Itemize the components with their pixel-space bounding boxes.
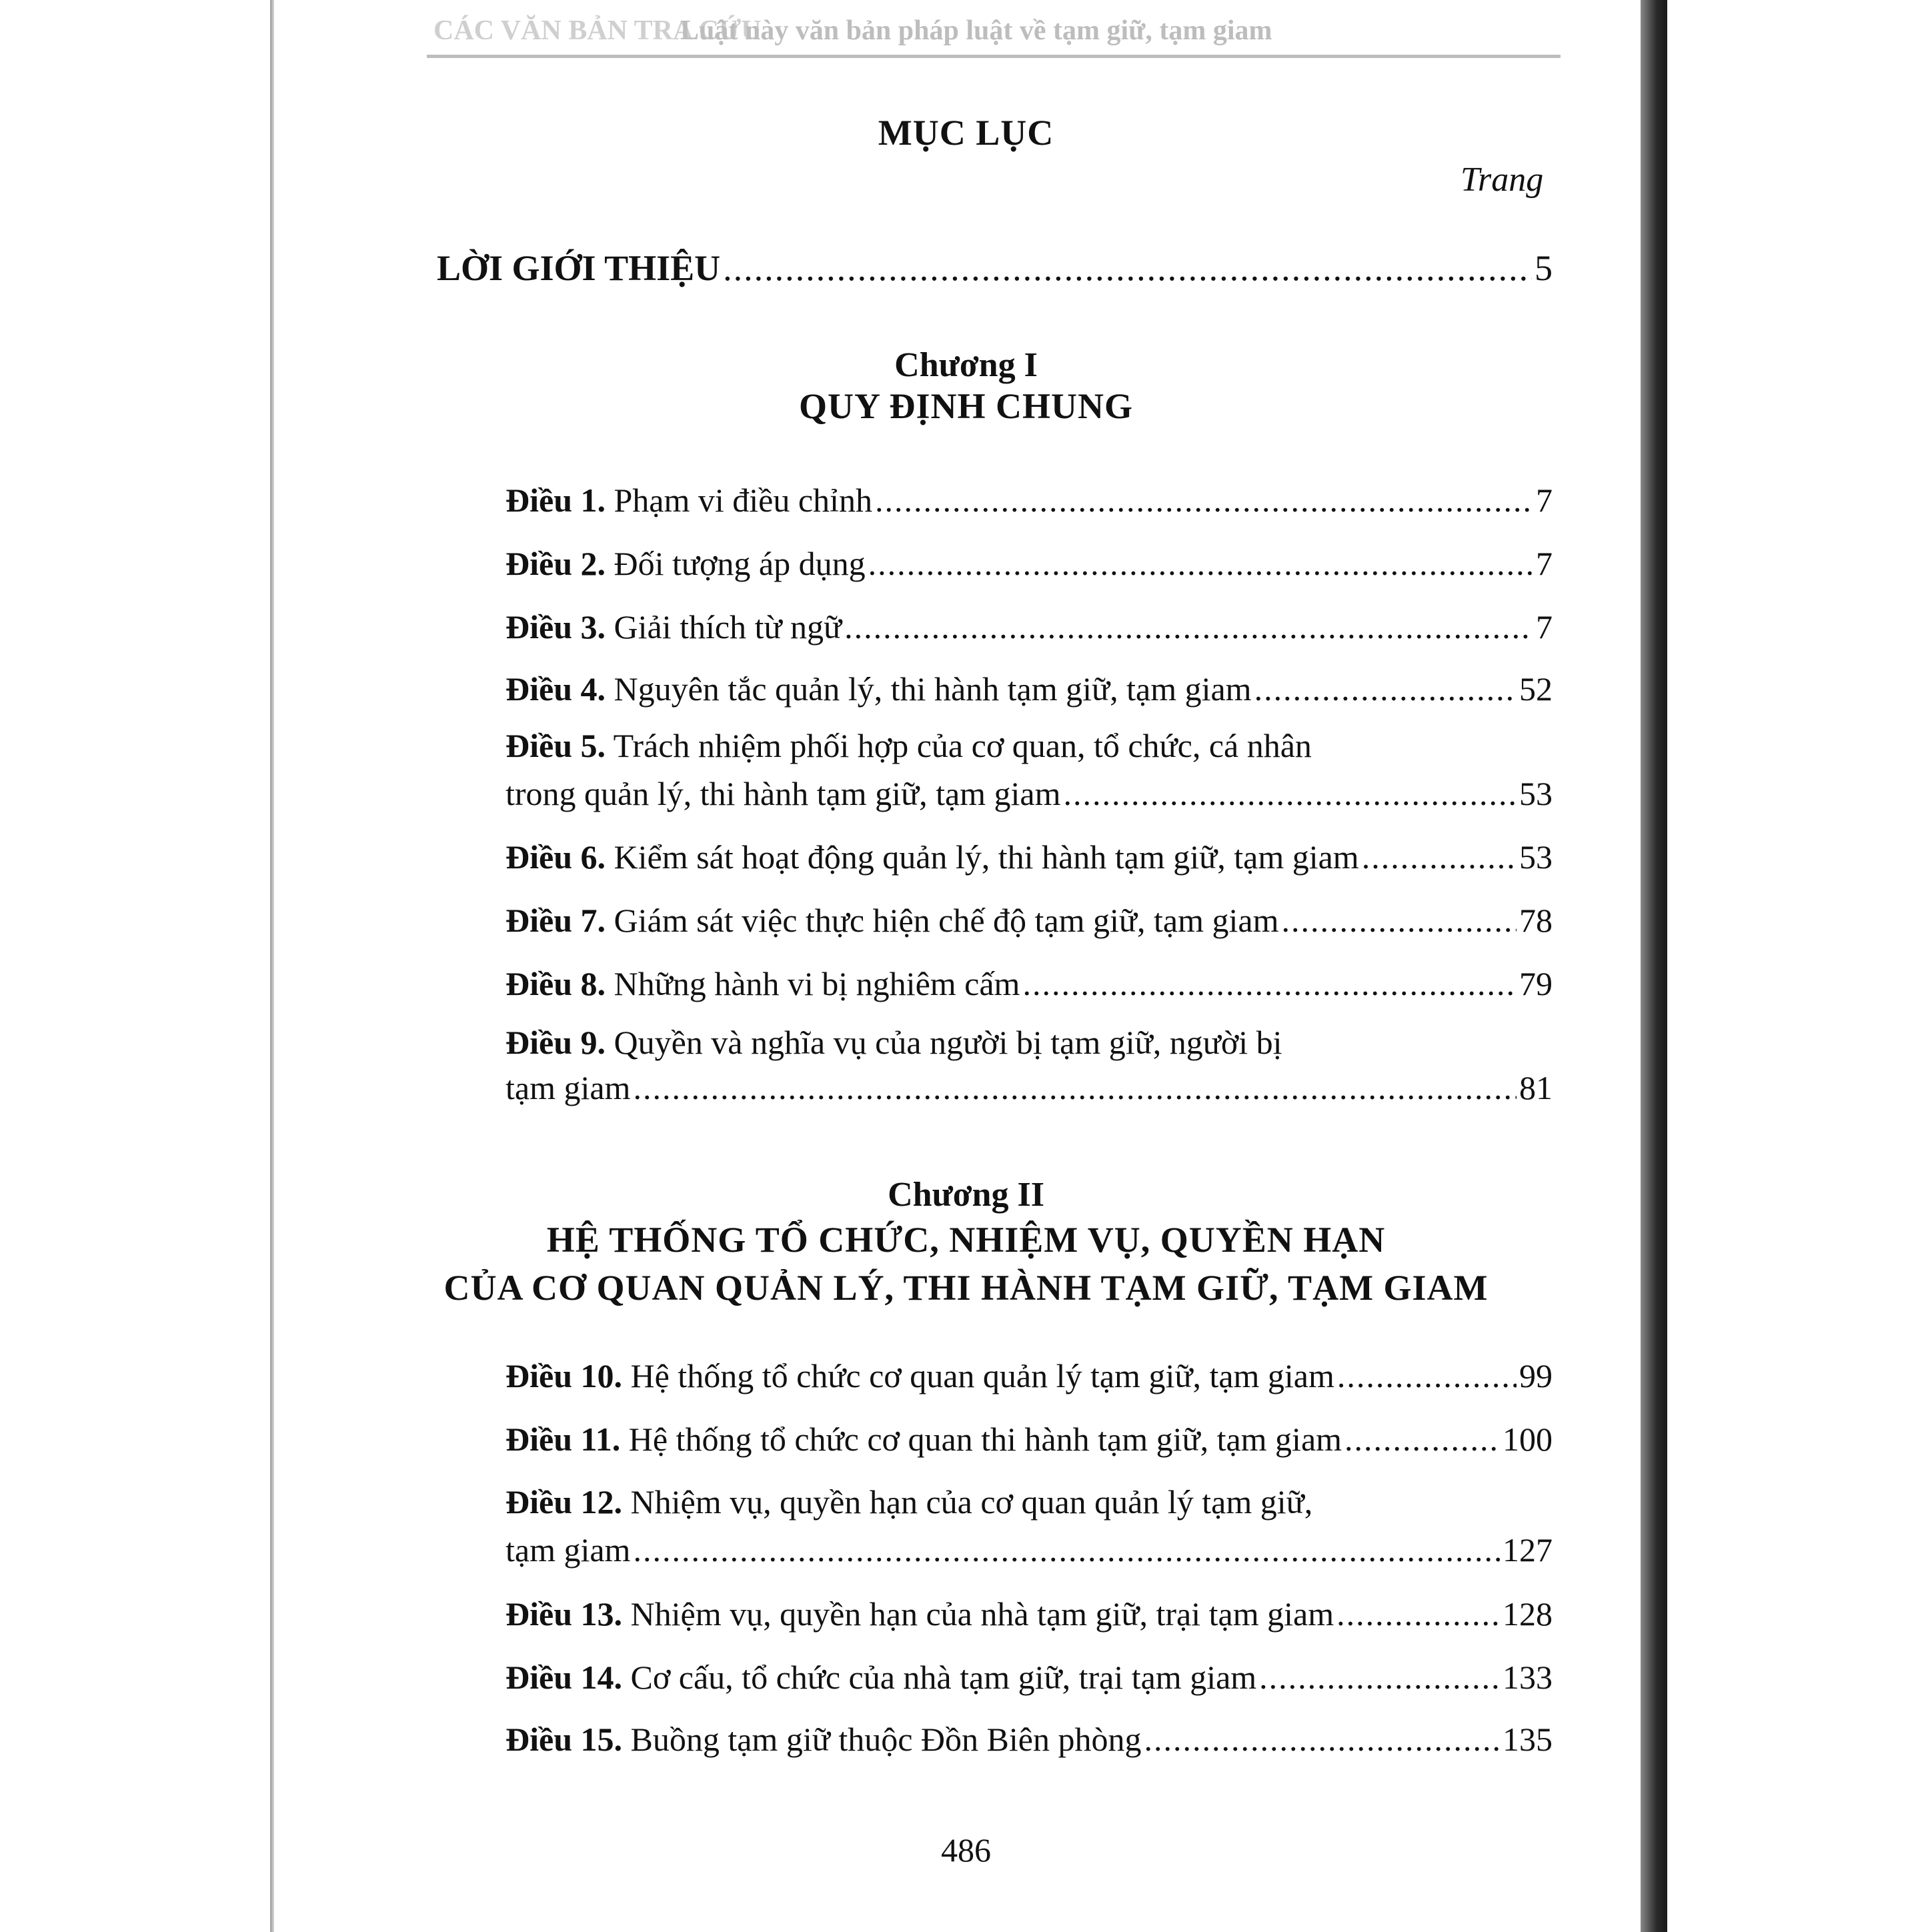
article-title: Phạm vi điều chỉnh xyxy=(614,481,872,519)
toc-entry-page: 7 xyxy=(1536,545,1553,582)
toc-entry xyxy=(506,1719,1553,1759)
toc-entry-page: 100 xyxy=(1503,1420,1553,1458)
toc-entry-page: 133 xyxy=(1503,1659,1553,1696)
dot-leader xyxy=(875,480,1533,520)
dot-leader xyxy=(1064,774,1517,814)
toc-entry xyxy=(506,1482,1553,1570)
article-title: Kiểm sát hoạt động quản lý, thi hành tạm giữ, tạm giam xyxy=(614,838,1359,876)
toc-entry-page: 7 xyxy=(1536,608,1553,646)
toc-entry-page: 128 xyxy=(1503,1595,1553,1633)
dot-leader xyxy=(1281,900,1517,940)
article-number: Điều 12. xyxy=(506,1483,622,1521)
article-title: Quyền và nghĩa vụ của người bị tạm giữ, người bị xyxy=(614,1024,1282,1061)
article-number: Điều 9. xyxy=(506,1024,606,1061)
toc-entry-page: 127 xyxy=(1503,1531,1553,1569)
article-number: Điều 2. xyxy=(506,545,606,582)
toc-entry-page: 81 xyxy=(1519,1069,1553,1106)
dot-leader xyxy=(1362,837,1517,877)
article-title: Hệ thống tổ chức cơ quan quản lý tạm giữ, tạm giam xyxy=(630,1357,1334,1394)
toc-entry xyxy=(506,1022,1553,1108)
toc-entry xyxy=(506,1594,1553,1634)
page-number: 486 xyxy=(941,1831,991,1869)
chapter-name: CỦA CƠ QUAN QUẢN LÝ, THI HÀNH TẠM GIỮ, TẠM GIAM xyxy=(443,1268,1489,1308)
dot-leader xyxy=(633,1068,1517,1108)
header-rule xyxy=(427,55,1561,58)
chapter-name: QUY ĐỊNH CHUNG xyxy=(798,386,1133,426)
toc-entry xyxy=(506,544,1553,584)
article-title-continued: tạm giam xyxy=(506,1069,631,1106)
article-number: Điều 7. xyxy=(506,902,606,939)
article-title-continued: tạm giam xyxy=(506,1531,631,1569)
toc-entry xyxy=(506,726,1553,814)
dot-leader xyxy=(1144,1719,1500,1759)
toc-entry xyxy=(506,837,1553,877)
toc-entry-intro xyxy=(437,247,1553,289)
toc-entry-page: 135 xyxy=(1503,1721,1553,1758)
dot-leader xyxy=(868,544,1533,584)
toc-entry xyxy=(506,607,1553,647)
toc-entry xyxy=(506,669,1553,709)
article-title: Giải thích từ ngữ xyxy=(614,608,842,646)
dot-leader xyxy=(844,607,1533,647)
toc-entry xyxy=(506,900,1553,940)
toc-entry xyxy=(506,964,1553,1004)
toc-entry-page: 7 xyxy=(1536,481,1553,519)
book-spine-shadow xyxy=(1641,0,1667,1932)
running-header-right: Luật này văn bản pháp luật về tạm giữ, tạm giam xyxy=(680,15,1272,46)
article-number: Điều 1. xyxy=(506,481,606,519)
chapter-number: Chương I xyxy=(894,346,1038,384)
article-number: Điều 3. xyxy=(506,608,606,646)
article-title: Giám sát việc thực hiện chế độ tạm giữ, tạm giam xyxy=(614,902,1279,939)
article-title: Nguyên tắc quản lý, thi hành tạm giữ, tạm giam xyxy=(614,670,1252,708)
article-number: Điều 5. xyxy=(506,727,606,764)
toc-entry xyxy=(506,480,1553,520)
article-title: Nhiệm vụ, quyền hạn của cơ quan quản lý tạm giữ, xyxy=(630,1483,1313,1521)
article-title: Cơ cấu, tổ chức của nhà tạm giữ, trại tạm giam xyxy=(630,1659,1257,1696)
article-number: Điều 13. xyxy=(506,1595,622,1633)
article-number: Điều 8. xyxy=(506,965,606,1002)
article-number: Điều 6. xyxy=(506,838,606,876)
running-header-left: CÁC VĂN BẢN TRA CỨU xyxy=(433,15,762,46)
dot-leader xyxy=(1022,964,1517,1004)
toc-entry xyxy=(506,1419,1553,1459)
dot-leader xyxy=(1337,1356,1517,1396)
article-number: Điều 11. xyxy=(506,1420,621,1458)
toc-entry-page: 5 xyxy=(1535,248,1553,288)
dot-leader xyxy=(723,247,1532,289)
chapter-name: HỆ THỐNG TỔ CHỨC, NHIỆM VỤ, QUYỀN HẠN xyxy=(546,1220,1386,1260)
article-title: Những hành vi bị nghiêm cấm xyxy=(614,965,1020,1002)
dot-leader xyxy=(1336,1594,1500,1634)
dot-leader xyxy=(1259,1657,1500,1697)
page-left-edge xyxy=(270,0,274,1932)
page-column-label: Trang xyxy=(1461,161,1544,199)
dot-leader xyxy=(1344,1419,1500,1459)
article-number: Điều 10. xyxy=(506,1357,622,1394)
toc-entry-page: 99 xyxy=(1519,1357,1553,1394)
article-title-continued: trong quản lý, thi hành tạm giữ, tạm giam xyxy=(506,775,1061,812)
article-title: Buồng tạm giữ thuộc Đồn Biên phòng xyxy=(630,1721,1142,1758)
article-title: Nhiệm vụ, quyền hạn của nhà tạm giữ, trại tạm giam xyxy=(630,1595,1334,1633)
article-number: Điều 14. xyxy=(506,1659,622,1696)
toc-entry-label: LỜI GIỚI THIỆU xyxy=(437,248,721,288)
article-title: Đối tượng áp dụng xyxy=(614,545,866,582)
toc-entry xyxy=(506,1657,1553,1697)
article-title: Hệ thống tổ chức cơ quan thi hành tạm giữ, tạm giam xyxy=(628,1420,1342,1458)
dot-leader xyxy=(633,1530,1500,1570)
article-title: Trách nhiệm phối hợp của cơ quan, tổ chức, cá nhân xyxy=(613,727,1312,764)
toc-entry-page: 79 xyxy=(1519,965,1553,1002)
dot-leader xyxy=(1254,669,1517,709)
article-number: Điều 15. xyxy=(506,1721,622,1758)
toc-entry-page: 53 xyxy=(1519,838,1553,876)
toc-title: MỤC LỤC xyxy=(878,113,1054,153)
chapter-number: Chương II xyxy=(888,1176,1044,1214)
toc-entry-page: 52 xyxy=(1519,670,1553,708)
toc-entry-page: 53 xyxy=(1519,775,1553,812)
article-number: Điều 4. xyxy=(506,670,606,708)
toc-entry xyxy=(506,1356,1553,1396)
toc-entry-page: 78 xyxy=(1519,902,1553,939)
